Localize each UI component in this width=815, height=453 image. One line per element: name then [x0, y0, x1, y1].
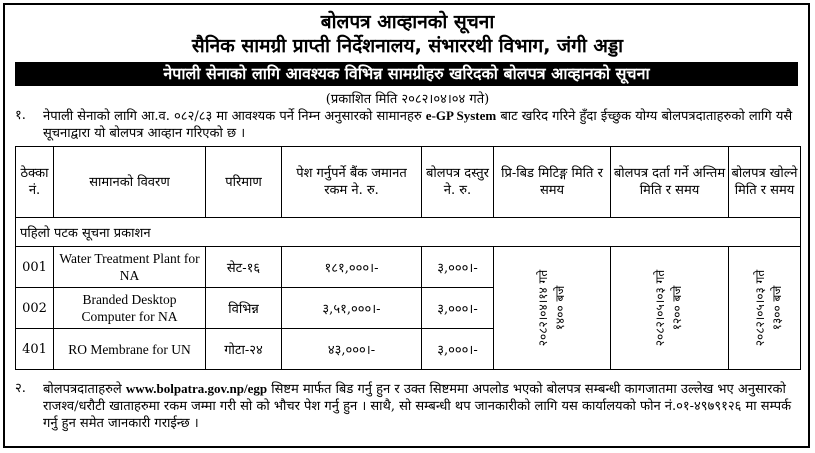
opening-time: १३०० बजे	[770, 285, 785, 331]
table-row	[16, 247, 801, 288]
paragraph-1-number: १.	[15, 108, 26, 123]
opening-date: २०८२।०५।०३ गते	[753, 269, 768, 347]
row-fee: ३,०००।-	[422, 329, 494, 370]
row-description: Branded Desktop Computer for NA	[54, 288, 206, 329]
paragraph-1-text	[43, 107, 800, 142]
paragraph-2-text-b: सिष्टम मार्फत बिड गर्नु हुन र उक्त सिष्टममा अपलोड भएको बोलपत्र सम्बन्धी कागजातमा उल्लेख भए अनुसारको राजश्व/धरौटी खाताहरुमा रकम जम्मा गरी सो को भौचर पेश गर्नु हुन । साथै, सो सम्बन्धी थप जानकारीको लागि यस कार्यालयको फोन नं.०१-४९७९१२६ मा सम्पर्क गर्नु हुन समेत जानकारी गराईन्छ ।	[43, 382, 792, 431]
row-quantity: सेट-१६	[206, 247, 282, 288]
header-opening: बोलपत्र खोल्ने मिति र समय	[729, 147, 801, 218]
row-fee: ३,०००।-	[422, 247, 494, 288]
opening-datetime	[752, 270, 786, 346]
paragraph-1	[15, 107, 800, 142]
paragraph-2-number: २.	[15, 381, 26, 396]
prebid-time: १४०० बजे	[553, 285, 567, 331]
row-guarantee: ४३,०००।-	[282, 329, 422, 370]
row-description: RO Membrane for UN	[54, 329, 206, 370]
header-bank-guarantee: पेश गर्नुपर्ने बैंक जमानत रकम ने. रु.	[282, 147, 422, 218]
first-notice-label: पहिलो पटक सूचना प्रकाशन	[16, 218, 801, 247]
opening-cell	[729, 247, 801, 370]
row-fee: ३,०००।-	[422, 288, 494, 329]
paragraph-1-text-a: नेपाली सेनाको लागि आ.व. ०८२/८३ मा आवश्यक पर्ने निम्न अनुसारको सामानहरु	[43, 109, 426, 124]
notice-title: बोलपत्र आव्हानको सूचना	[320, 11, 495, 33]
registration-time: १२०० बजे	[670, 285, 685, 331]
row-quantity: विभिन्न	[206, 288, 282, 329]
row-contract-no: 002	[16, 288, 54, 329]
egp-system-term: e-GP System	[425, 108, 497, 123]
paragraph-1-text-b: बाट खरिद गरिने हुँदा ईच्छुक योग्य बोलपत्रदाताहरुको लागि यसै सूचनाद्वारा यो बोलपत्र आव्हान गरिएको छ ।	[43, 109, 793, 141]
row-guarantee: १८१,०००।-	[282, 247, 422, 288]
header-prebid: प्रि-बिड मिटिङ्ग मिति र समय	[494, 147, 611, 218]
header-description: सामानको विवरण	[54, 147, 206, 218]
paragraph-2-text-a: बोलपत्रदाताहरुले	[43, 382, 126, 397]
row-description: Water Treatment Plant for NA	[54, 247, 206, 288]
row-guarantee: ३,५१,०००।-	[282, 288, 422, 329]
tender-table	[15, 146, 801, 370]
header-tender-fee: बोलपत्र दस्तुर ने. रु.	[422, 147, 494, 218]
notice-subtitle: सैनिक सामग्री प्राप्ती निर्देशनालय, संभाररथी विभाग, जंगी अड्डा	[191, 35, 624, 57]
registration-cell	[611, 247, 729, 370]
paragraph-2	[15, 380, 800, 432]
header-contract-no: ठेक्का नं.	[16, 147, 54, 218]
bolpatra-url-link[interactable]: www.bolpatra.gov.np/egp	[125, 381, 268, 396]
notice-banner: नेपाली सेनाको लागि आवश्यक विभिन्न सामग्रीहरु खरिदको बोलपत्र आव्हानको सूचना	[15, 62, 798, 86]
prebid-cell	[494, 247, 611, 370]
notice-row	[16, 218, 801, 247]
prebid-datetime	[535, 270, 569, 346]
paragraph-2-text	[43, 380, 800, 432]
row-quantity: गोटा-२४	[206, 329, 282, 370]
header-quantity: परिमाण	[206, 147, 282, 218]
registration-datetime	[653, 270, 687, 346]
prebid-date: २०८२।०४।१४ गते	[536, 269, 550, 347]
registration-date: २०८२।०५।०३ गते	[653, 269, 668, 347]
published-date: (प्रकाशित मिति २०८२।०४।०४ गते)	[325, 92, 490, 107]
header-registration: बोलपत्र दर्ता गर्ने अन्तिम मिति र समय	[611, 147, 729, 218]
table-header-row	[16, 147, 801, 218]
row-contract-no: 001	[16, 247, 54, 288]
row-contract-no: 401	[16, 329, 54, 370]
